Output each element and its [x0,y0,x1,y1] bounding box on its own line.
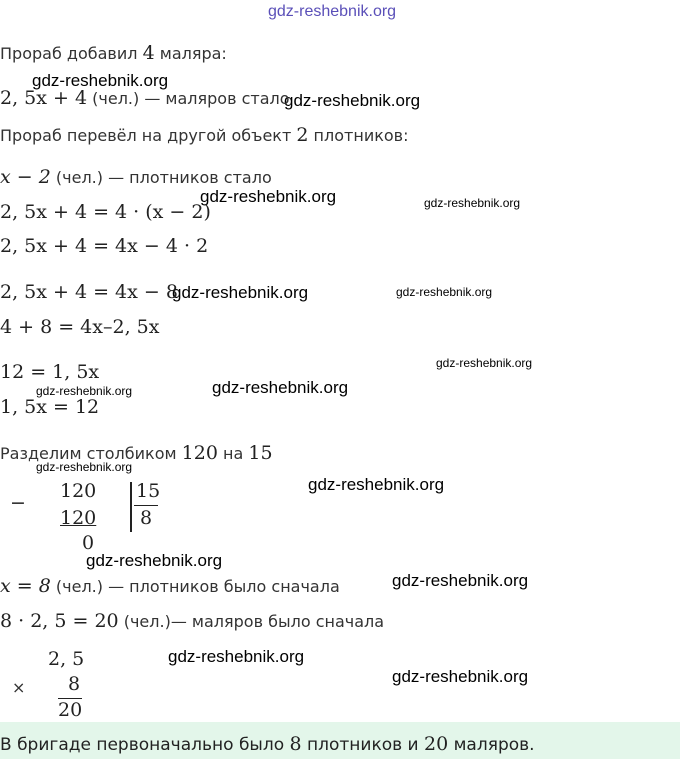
watermark: gdz-reshebnik.org [212,378,349,397]
equation-2: 2, 5x + 4 = 4x − 4 · 2 [0,235,209,257]
equation-3: 2, 5x + 4 = 4x − 8 [0,281,178,303]
subtrahend: 120 [60,507,97,529]
watermark: gdz-reshebnik.org [308,475,445,494]
equation-1: 2, 5x + 4 = 4 · (x − 2) [0,201,211,223]
expression-painters-now: 2, 5x + 4 (чел.) — маляров стало [0,87,290,109]
watermark: gdz-reshebnik.org [392,571,529,590]
equation-5: 12 = 1, 5x [0,361,100,383]
watermark: gdz-reshebnik.org [436,356,533,370]
watermark: gdz-reshebnik.org [32,71,169,90]
multiplier: 8 [68,673,81,695]
long-division [0,478,170,554]
dividend: 120 [60,480,97,502]
minus-sign: − [10,492,26,514]
times-sign: × [12,678,26,697]
watermark: gdz-reshebnik.org [284,91,421,110]
watermark: gdz-reshebnik.org [424,196,521,210]
statement-carpenters-moved: Прораб перевёл на другой объект 2 плотников: [0,124,409,146]
equation-6: 1, 5x = 12 [0,396,100,418]
division-vertical-line [130,482,132,532]
watermark: gdz-reshebnik.org [396,285,493,299]
expression-carpenters-now: x − 2 (чел.) — плотников стало [0,166,272,188]
column-multiplication [0,646,120,722]
quotient: 8 [140,507,153,529]
division-horizontal-line [134,505,158,506]
watermark: gdz-reshebnik.org [168,647,305,666]
watermark: gdz-reshebnik.org [86,551,223,570]
divisor: 15 [136,480,161,502]
product: 20 [58,699,83,721]
result-painters: 8 · 2, 5 = 20 (чел.)— маляров было сначала [0,610,385,632]
watermark: gdz-reshebnik.org [36,460,133,474]
statement-painters-added: Прораб добавил 4 маляра: [0,42,227,64]
answer-text: В бригаде первоначально было 8 плотников и 20 маляров. [0,733,535,755]
division-statement: Разделим столбиком 120 на 15 [0,442,273,464]
remainder: 0 [82,532,95,554]
watermark: gdz-reshebnik.org [392,667,529,686]
watermark-top: gdz-reshebnik.org [268,3,397,20]
result-carpenters: x = 8 (чел.) — плотников было сначала [0,575,340,597]
watermark: gdz-reshebnik.org [172,283,309,302]
watermark: gdz-reshebnik.org [36,384,133,398]
equation-4: 4 + 8 = 4x–2, 5x [0,316,160,338]
watermark: gdz-reshebnik.org [200,187,337,206]
multiplicand: 2, 5 [48,648,85,670]
